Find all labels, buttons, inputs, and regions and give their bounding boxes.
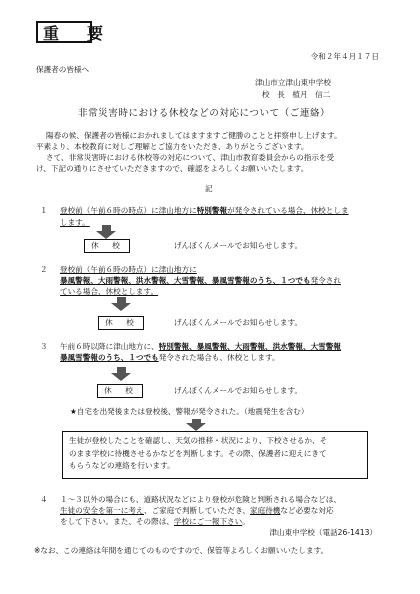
item4-text: など必要な対応 xyxy=(280,506,334,515)
item4-line3 xyxy=(60,517,250,527)
intro-line: け、下記の通りにさせていただきますので、確認をよろしくお願いいたします。 xyxy=(36,164,309,173)
item4-line2 xyxy=(60,506,334,516)
intro-line: 平素より、本校教育に対しご理解とご協力をいただき、ありがとうございます。 xyxy=(36,142,309,151)
item3-warning-list: 特別警報、暴風警報、大雨警報、洪水警報、大雪警報 xyxy=(158,342,341,351)
item-number: １ xyxy=(40,206,48,215)
procedure-line: 生徒が登校したことを確認し、天気の推移・状況により、下校させるか、そ xyxy=(69,436,328,445)
footer-note: ※なお、この連絡は年間を通じてのものですので、保管等よろしくお願いいたします。 xyxy=(34,546,329,555)
down-arrow-icon xyxy=(96,225,117,239)
recipient: 保護者の皆様へ xyxy=(36,65,90,74)
item3-text: 午前６時以降に津山地方に、 xyxy=(60,342,159,351)
item-number: ３ xyxy=(40,342,48,351)
school-name: 津山市立津山東中学校 xyxy=(255,78,331,87)
closure-box: 休 校 xyxy=(97,384,143,398)
down-arrow-icon xyxy=(111,367,132,381)
closure-box: 休 校 xyxy=(84,239,130,253)
procedure-line: のまま学校に待機させるかなどを判断します。その際、保護者に迎えにきて xyxy=(69,448,327,458)
item2-text: 発令され xyxy=(310,276,341,285)
mail-notice: げんぼくんメールでお知らせします。 xyxy=(174,241,303,250)
school-contact: 津山東中学校（電話26-1413） xyxy=(269,528,377,537)
item2-line2 xyxy=(60,276,341,286)
important-badge: 重 要 xyxy=(36,21,92,43)
item4-safety-first: 生徒の安全を第一に考え xyxy=(60,506,144,515)
down-arrow-icon xyxy=(111,297,132,311)
item1-line1 xyxy=(60,206,349,216)
item1-special-warning: 特別警報 xyxy=(196,206,228,215)
item3-line2 xyxy=(60,353,280,363)
item4-home-standby: 家庭待機 xyxy=(250,506,281,515)
procedure-line: もらうなどの連絡を行います。 xyxy=(69,461,175,470)
down-arrow-icon xyxy=(186,419,207,431)
date: 令和２年４月１７日 xyxy=(310,52,379,61)
item2-warning-list: 暴風警報、大雨警報、洪水警報、大雪警報、暴風雪警報のうち、 xyxy=(60,276,281,285)
item1-line2: します。 xyxy=(60,218,90,227)
item3-line1 xyxy=(60,342,341,352)
procedure-box xyxy=(62,431,368,479)
mail-notice: げんぼくんメールでお知らせします。 xyxy=(174,386,303,395)
item1-text: 登校前（午前６時の時点）に津山地方に xyxy=(60,206,197,215)
item-number: ２ xyxy=(40,265,48,274)
item4-text: 、ご家庭で判断していただき、 xyxy=(144,506,251,515)
mail-notice: げんぼくんメールでお知らせします。 xyxy=(174,318,303,327)
star-note: ★自宅を出発後または登校後、警報が発令された。（地震発生を含む） xyxy=(70,407,309,416)
item4-text: 。 xyxy=(242,517,250,526)
item3-even-one: １つでも xyxy=(128,353,159,362)
closure-box: 休 校 xyxy=(98,316,144,330)
item4-line1: １～３以外の場合にも、道路状況などにより登校が危険と判断される場合などは、 xyxy=(60,495,341,504)
item3-warning-list: 暴風雪警報のうち、 xyxy=(60,353,129,362)
item2-line1: 登校前（午前６時の時点）に津山地方に xyxy=(60,265,197,274)
item2-even-one: １つでも xyxy=(280,276,311,285)
item4-text: をして下さい。また、その際は、 xyxy=(60,517,174,526)
principal-name: 校 長 植月 信二 xyxy=(262,90,331,99)
page-title: 非常災害時における休校などの対応について（ご連絡） xyxy=(78,108,331,119)
item2-line3: ている場合、休校とします。 xyxy=(60,287,159,296)
intro-line: さて、非常災害時における休校等の対応について、津山市教育委員会からの指示を受 xyxy=(46,153,335,162)
item3-text: 発令された場合も、休校とします。 xyxy=(158,353,280,362)
item1-text: が発令されている場合、休校としま xyxy=(227,206,349,215)
ki-heading: 記 xyxy=(205,184,213,193)
intro-line: 陽春の候、保護者の皆様におかれましてはますますご健勝のことと拝察申し上げます。 xyxy=(46,131,342,140)
item-number: ４ xyxy=(40,495,48,504)
item4-contact-school: 学校にご一報下さい xyxy=(173,517,243,526)
